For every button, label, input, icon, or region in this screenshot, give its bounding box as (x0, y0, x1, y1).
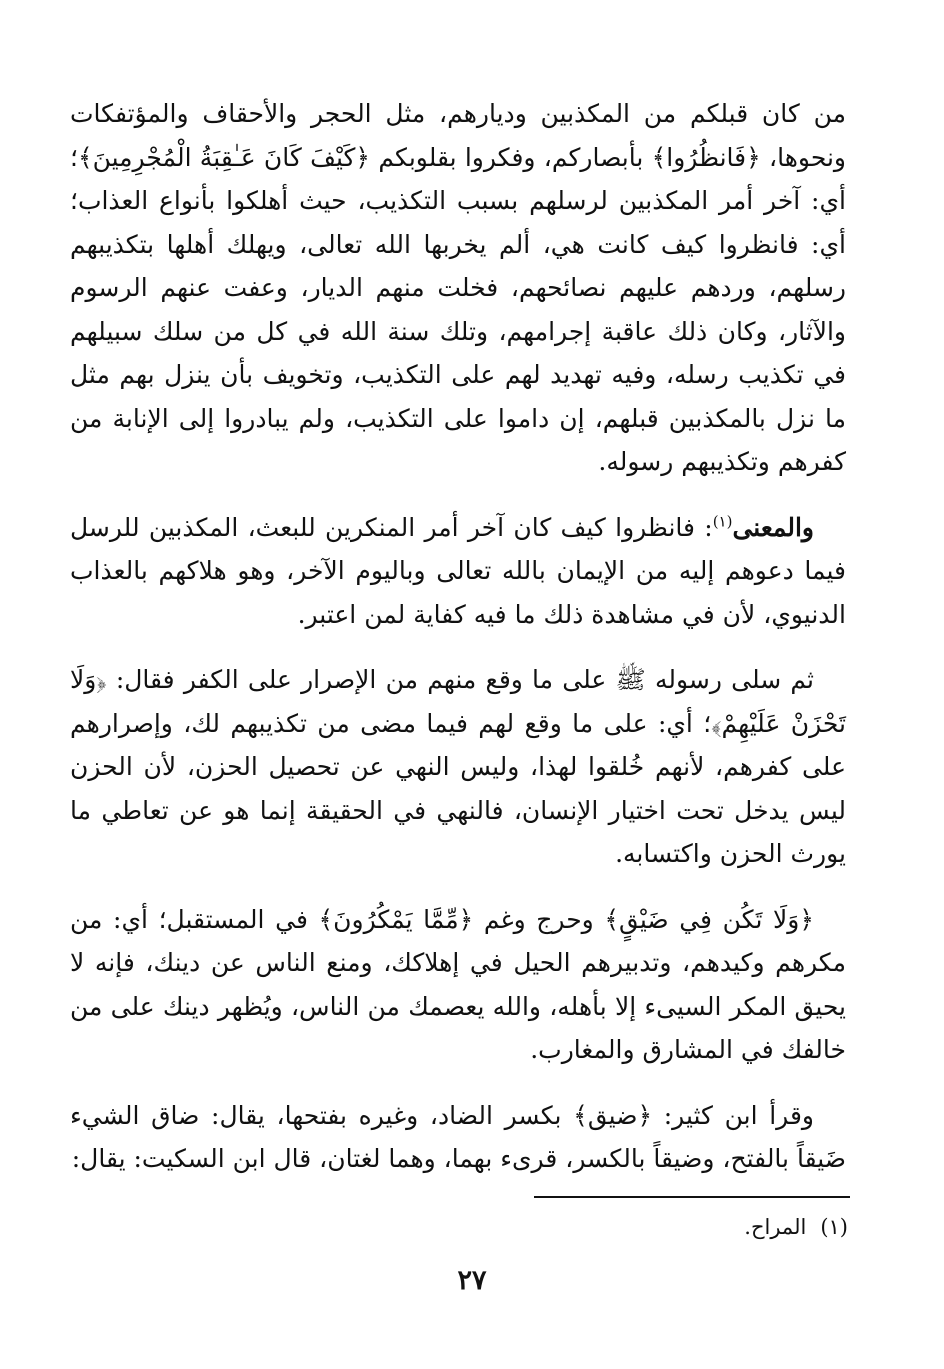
paragraph-2-lead: والمعنى (732, 512, 814, 542)
main-text (70, 92, 846, 1203)
footnote-number: (١) (820, 1215, 848, 1239)
footnote-reference: (١) (712, 512, 733, 531)
paragraph-5: وقرأ ابن كثير: ﴿ضيق﴾ بكسر الضاد، وغيره بفتحها، يقال: ضاق الشيء ضَيقاً بالفتح، وضيقاً بالكسر، قرىء بهما، وهما لغتان، قال ابن السكيت: يقال: (70, 1100, 846, 1173)
footnote-text: المراح. (744, 1215, 807, 1239)
paragraph-3: ثم سلى رسوله ﷺ على ما وقع منهم من الإصرار على الكفر فقال: ﴿وَلَا تَحْزَنْ عَلَيْهِمْ﴾؛ أي: على ما وقع لهم فيما مضى من تكذيبهم لك، وإصرارهم على كفرهم، لأنهم خُلقوا لهذا، وليس النهي عن تحصيل الحزن، لأن الحزن ليس يدخل تحت اختيار الإنسان، فالنهي في الحقيقة إنما هو عن تعاطي ما يورث الحزن واكتسابه. (70, 665, 846, 868)
footnote (448, 1212, 848, 1242)
paragraph-2 (70, 506, 846, 637)
footnote-divider (534, 1196, 850, 1198)
paragraph-2-text: : فانظروا كيف كان آخر أمر المنكرين للبعث، المكذبين للرسل فيما دعوهم إليه من الإيمان بالله تعالى وباليوم الآخر، وهو هلاكهم بالعذاب الدنيوي، لأن في مشاهدة ذلك ما فيه كفاية لمن اعتبر. (70, 512, 846, 629)
paragraph-1: من كان قبلكم من المكذبين وديارهم، مثل الحجر والأحقاف والمؤتفكات ونحوها، ﴿فَانظُرُوا﴾ بأبصاركم، وفكروا بقلوبكم ﴿كَيْفَ كَانَ عَـٰقِبَةُ الْمُجْرِمِينَ﴾؛ أي: آخر أمر المكذبين لرسلهم بسبب التكذيب، حيث أهلكوا بأنواع العذاب؛ أي: فانظروا كيف كانت هي، ألم يخربها الله تعالى، ويهلك أهلها بتكذيبهم رسلهم، وردهم عليهم نصائحهم، فخلت منهم الديار، وعفت عنهم الرسوم والآثار، وكان ذلك عاقبة إجرامهم، وتلك سنة الله في كل من سلك سبيلهم في تكذيب رسله، وفيه تهديد لهم على التكذيب، وتخويف بأن ينزل بهم مثل ما نزل بالمكذبين قبلهم، إن داموا على التكذيب، ولم يبادروا إلى الإنابة من كفرهم وتكذيبهم رسوله. (70, 99, 846, 476)
paragraph-4: ﴿وَلَا تَكُن فِي ضَيْقٍ﴾ وحرج وغم ﴿مِّمَّا يَمْكُرُونَ﴾ في المستقبل؛ أي: من مكرهم وكيدهم، وتدبيرهم الحيل في إهلاكك، ومنع الناس عن دينك، فإنه لا يحيق المكر السيىء إلا بأهله، والله يعصمك من الناس، ويُظهر دينك على من خالفك في المشارق والمغارب. (70, 904, 846, 1064)
page-number: ٢٧ (457, 1265, 487, 1296)
